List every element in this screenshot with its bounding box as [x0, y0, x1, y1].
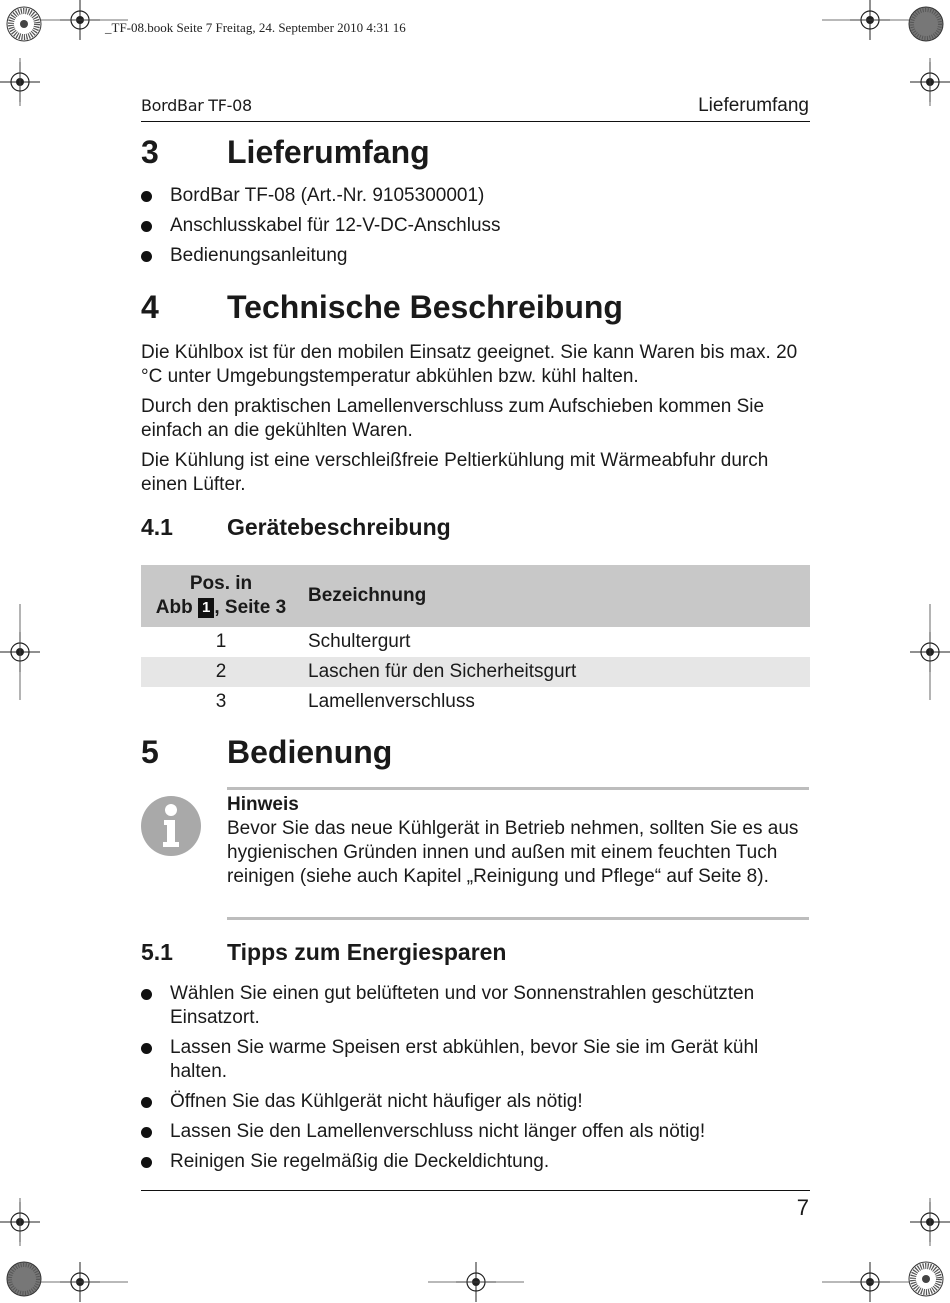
- header-rule: [141, 121, 810, 122]
- section-number: 5: [141, 734, 159, 770]
- column-header-position: [141, 565, 301, 627]
- list-item: Lassen Sie warme Speisen erst abkühlen, bevor Sie sie im Gerät kühl halten.: [141, 1036, 809, 1084]
- paragraph: Die Kühlung ist eine verschleißfreie Peltierkühlung mit Wärmeabfuhr durch einen Lüfter.: [141, 450, 769, 495]
- running-header-product: BordBar TF-08: [141, 96, 252, 115]
- section-4-heading: [141, 289, 623, 326]
- figure-number-badge: 1: [198, 598, 214, 618]
- paragraph: Die Kühlbox ist für den mobilen Einsatz geeignet. Sie kann Waren bis max. 20 °C unter Umgebungstemperatur abkühlen bzw. kühl halten.: [141, 342, 798, 387]
- header-pos-page: , Seite 3: [214, 597, 287, 618]
- section-number: 4: [141, 289, 159, 325]
- section-title: Bedienung: [227, 734, 393, 770]
- cell-position: 2: [141, 657, 301, 687]
- list-item: Anschlusskabel für 12-V-DC-Anschluss: [141, 214, 809, 238]
- cell-name: Laschen für den Sicherheitsgurt: [301, 657, 810, 687]
- cell-name: Lamellenverschluss: [308, 691, 475, 712]
- list-item: BordBar TF-08 (Art.-Nr. 9105300001): [141, 184, 809, 208]
- section-number: 5.1: [141, 939, 173, 965]
- section-5-1-heading: [141, 939, 506, 966]
- header-pos-line1: Pos. in: [189, 573, 253, 594]
- note-box: [227, 793, 809, 889]
- section-title: Technische Beschreibung: [227, 289, 623, 325]
- section-title: Gerätebeschreibung: [227, 514, 451, 540]
- device-parts-table: [141, 565, 810, 717]
- paragraph: Durch den praktischen Lamellenverschluss zum Aufschieben kommen Sie einfach an die gekühlten Waren.: [141, 396, 765, 441]
- section-title: Tipps zum Energiesparen: [227, 939, 507, 965]
- page-number: 7: [796, 1195, 809, 1220]
- list-item: Reinigen Sie regelmäßig die Deckeldichtung.: [141, 1150, 809, 1174]
- list-item: Bedienungsanleitung: [141, 244, 809, 268]
- info-icon: [140, 795, 202, 857]
- delivery-list: [141, 184, 809, 274]
- cell-position: 3: [215, 691, 227, 712]
- table-header-row: [141, 565, 810, 627]
- column-header-name: Bezeichnung: [301, 565, 810, 627]
- note-top-rule: [227, 787, 809, 790]
- section-4-1-heading: [141, 514, 451, 541]
- footer-rule: [141, 1190, 810, 1191]
- note-title: Hinweis: [227, 794, 299, 815]
- section-5-heading: [141, 734, 392, 771]
- list-item: Wählen Sie einen gut belüfteten und vor Sonnenstrahlen geschützten Einsatzort.: [141, 982, 809, 1030]
- cell-position: 1: [215, 631, 227, 652]
- print-info-line: _TF-08.book Seite 7 Freitag, 24. September 2010 4:31 16: [105, 20, 406, 35]
- note-text: Bevor Sie das neue Kühlgerät in Betrieb nehmen, sollten Sie es aus hygienischen Gründen innen und außen mit einem feuchten Tuch reinigen (siehe auch Kapitel „Reinigung und Pflege“ auf Seite 8).: [227, 818, 799, 887]
- section-number: 4.1: [141, 514, 173, 540]
- list-item: Lassen Sie den Lamellenverschluss nicht länger offen als nötig!: [141, 1120, 809, 1144]
- energy-tips-list: [141, 982, 809, 1180]
- header-pos-abb: Abb: [155, 597, 193, 618]
- list-item: Öffnen Sie das Kühlgerät nicht häufiger als nötig!: [141, 1090, 809, 1114]
- note-bottom-rule: [227, 917, 809, 920]
- section-3-heading: [141, 134, 430, 171]
- cell-name: Schultergurt: [308, 631, 411, 652]
- running-header-section: Lieferumfang: [698, 95, 809, 116]
- table-row: [141, 687, 810, 717]
- section-title: Lieferumfang: [227, 134, 430, 170]
- section-number: 3: [141, 134, 159, 170]
- table-row: [141, 657, 810, 687]
- table-row: [141, 627, 810, 657]
